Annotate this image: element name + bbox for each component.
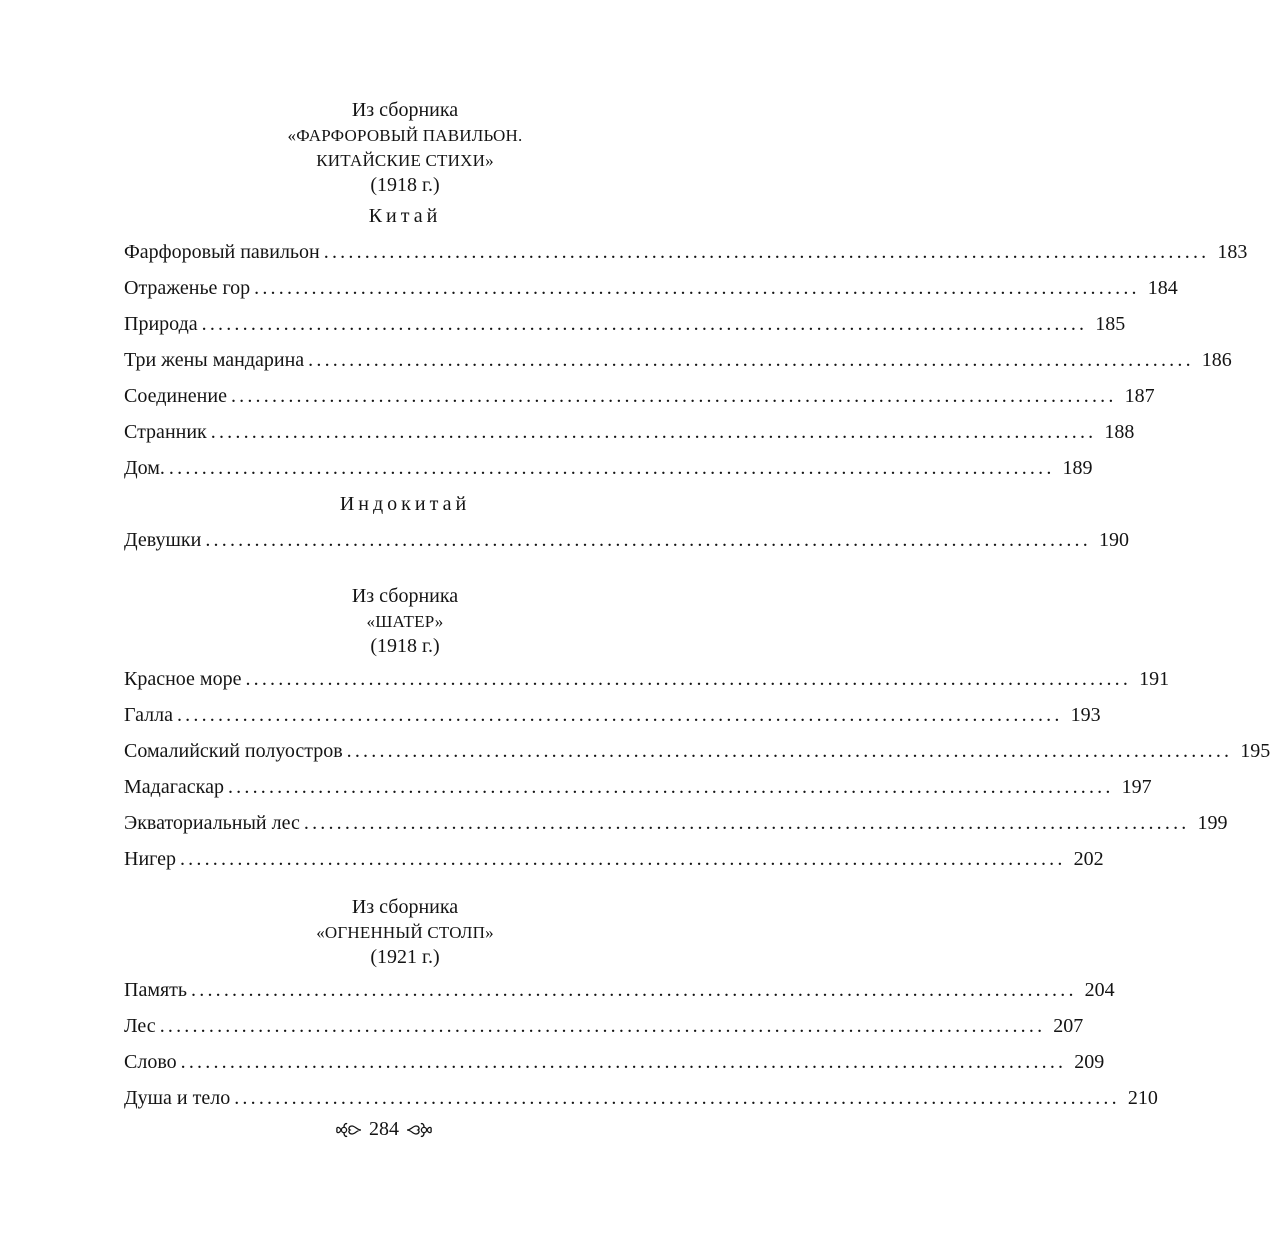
entry-page: 190 bbox=[1098, 529, 1129, 551]
entry-title: Отраженье гор bbox=[124, 277, 251, 299]
entry-page: 189 bbox=[1062, 457, 1093, 479]
leader-dots: ............................................................................................................ bbox=[245, 668, 1132, 690]
leader-dots: ............................................................................................................ bbox=[176, 704, 1063, 726]
entry-title: Дом. bbox=[124, 457, 165, 479]
section-heading bbox=[124, 98, 686, 198]
leader-dots: ............................................................................................................ bbox=[205, 529, 1091, 551]
leader-dots: ............................................................................................................ bbox=[180, 1051, 1067, 1073]
toc-entry[interactable] bbox=[124, 805, 1228, 841]
leader-dots: ............................................................................................................ bbox=[234, 1087, 1120, 1109]
leader-dots: ............................................................................................................ bbox=[201, 313, 1088, 335]
fleuron-left-icon bbox=[335, 1122, 363, 1138]
entry-page: 204 bbox=[1084, 979, 1115, 1001]
page-folio bbox=[0, 1118, 768, 1141]
toc-entry[interactable] bbox=[124, 306, 1126, 342]
fleuron-right-icon bbox=[405, 1122, 433, 1138]
entry-page: 195 bbox=[1240, 740, 1270, 762]
entry-page: 197 bbox=[1121, 776, 1152, 798]
collection-title-line: «ФАРФОРОВЫЙ ПАВИЛЬОН. bbox=[287, 126, 523, 145]
entry-page: 207 bbox=[1053, 1015, 1084, 1037]
toc-entry[interactable] bbox=[124, 414, 1135, 450]
entry-page: 186 bbox=[1201, 349, 1232, 371]
entry-title: Лес bbox=[124, 1015, 156, 1037]
entry-title: Душа и тело bbox=[124, 1087, 231, 1109]
entry-page: 191 bbox=[1139, 668, 1170, 690]
entry-page: 210 bbox=[1127, 1087, 1158, 1109]
toc-entry[interactable] bbox=[124, 234, 1248, 270]
collection-title-line: «ШАТЕР» bbox=[366, 612, 444, 631]
entry-title: Красное море bbox=[124, 668, 242, 690]
toc-entry[interactable] bbox=[124, 1080, 1158, 1116]
entry-page: 183 bbox=[1217, 241, 1248, 263]
leader-dots: ............................................................................................................ bbox=[191, 979, 1077, 1001]
section-heading bbox=[124, 584, 686, 659]
leader-dots: ............................................................................................................ bbox=[210, 421, 1097, 443]
subheading-china: Китай bbox=[368, 205, 442, 227]
entry-title: Мадагаскар bbox=[124, 776, 224, 798]
leader-dots: ............................................................................................................ bbox=[254, 277, 1140, 299]
collection-year: (1921 г.) bbox=[370, 946, 440, 968]
leader-dots: ............................................................................................................ bbox=[179, 848, 1066, 870]
entry-page: 184 bbox=[1147, 277, 1178, 299]
entry-page: 199 bbox=[1197, 812, 1228, 834]
entry-page: 202 bbox=[1073, 848, 1104, 870]
page-number: 284 bbox=[369, 1118, 399, 1140]
toc-entry[interactable] bbox=[124, 661, 1170, 697]
entry-title: Фарфоровый павильон bbox=[124, 241, 320, 263]
entry-page: 188 bbox=[1104, 421, 1135, 443]
entry-title: Соединение bbox=[124, 385, 227, 407]
entry-page: 187 bbox=[1124, 385, 1155, 407]
leader-dots: ............................................................................................................ bbox=[168, 457, 1055, 479]
leader-dots: ............................................................................................................ bbox=[346, 740, 1233, 762]
leader-dots: ............................................................................................................ bbox=[303, 812, 1190, 834]
toc-entry[interactable] bbox=[124, 972, 1115, 1008]
entry-title: Память bbox=[124, 979, 188, 1001]
entry-title: Природа bbox=[124, 313, 198, 335]
section-heading bbox=[124, 895, 686, 970]
toc-entry[interactable] bbox=[124, 342, 1232, 378]
entry-title: Три жены мандарина bbox=[124, 349, 305, 371]
leader-dots: ............................................................................................................ bbox=[159, 1015, 1046, 1037]
entry-title: Галла bbox=[124, 704, 173, 726]
leader-dots: ............................................................................................................ bbox=[308, 349, 1194, 371]
toc-entry[interactable] bbox=[124, 697, 1101, 733]
collection-year: (1918 г.) bbox=[370, 635, 440, 657]
entry-page: 193 bbox=[1070, 704, 1101, 726]
entry-title: Нигер bbox=[124, 848, 176, 870]
collection-year: (1918 г.) bbox=[370, 174, 440, 196]
toc-entry[interactable] bbox=[124, 378, 1155, 414]
subheading-indochina: Индокитай bbox=[339, 493, 471, 515]
entry-title: Сомалийский полуостров bbox=[124, 740, 343, 762]
entry-page: 185 bbox=[1095, 313, 1126, 335]
entry-title: Странник bbox=[124, 421, 207, 443]
entry-page: 209 bbox=[1074, 1051, 1105, 1073]
entry-title: Девушки bbox=[124, 529, 202, 551]
collection-title-line: КИТАЙСКИЕ СТИХИ» bbox=[316, 151, 494, 170]
toc-entry[interactable] bbox=[124, 450, 1093, 486]
leader-dots: ............................................................................................................ bbox=[227, 776, 1114, 798]
section-from-label: Из сборника bbox=[351, 896, 459, 918]
toc-entry[interactable] bbox=[124, 769, 1152, 805]
table-of-contents bbox=[124, 98, 1270, 1116]
toc-entry[interactable] bbox=[124, 841, 1104, 877]
entry-title: Слово bbox=[124, 1051, 177, 1073]
collection-title-line: «ОГНЕННЫЙ СТОЛП» bbox=[316, 923, 494, 942]
entry-title: Экваториальный лес bbox=[124, 812, 300, 834]
toc-entry[interactable] bbox=[124, 733, 1270, 769]
toc-entry[interactable] bbox=[124, 1008, 1084, 1044]
section-from-label: Из сборника bbox=[351, 99, 459, 121]
section-from-label: Из сборника bbox=[351, 585, 459, 607]
toc-entry[interactable] bbox=[124, 522, 1129, 558]
toc-entry[interactable] bbox=[124, 1044, 1105, 1080]
leader-dots: ............................................................................................................ bbox=[230, 385, 1117, 407]
leader-dots: ............................................................................................................ bbox=[323, 241, 1210, 263]
toc-entry[interactable] bbox=[124, 270, 1178, 306]
